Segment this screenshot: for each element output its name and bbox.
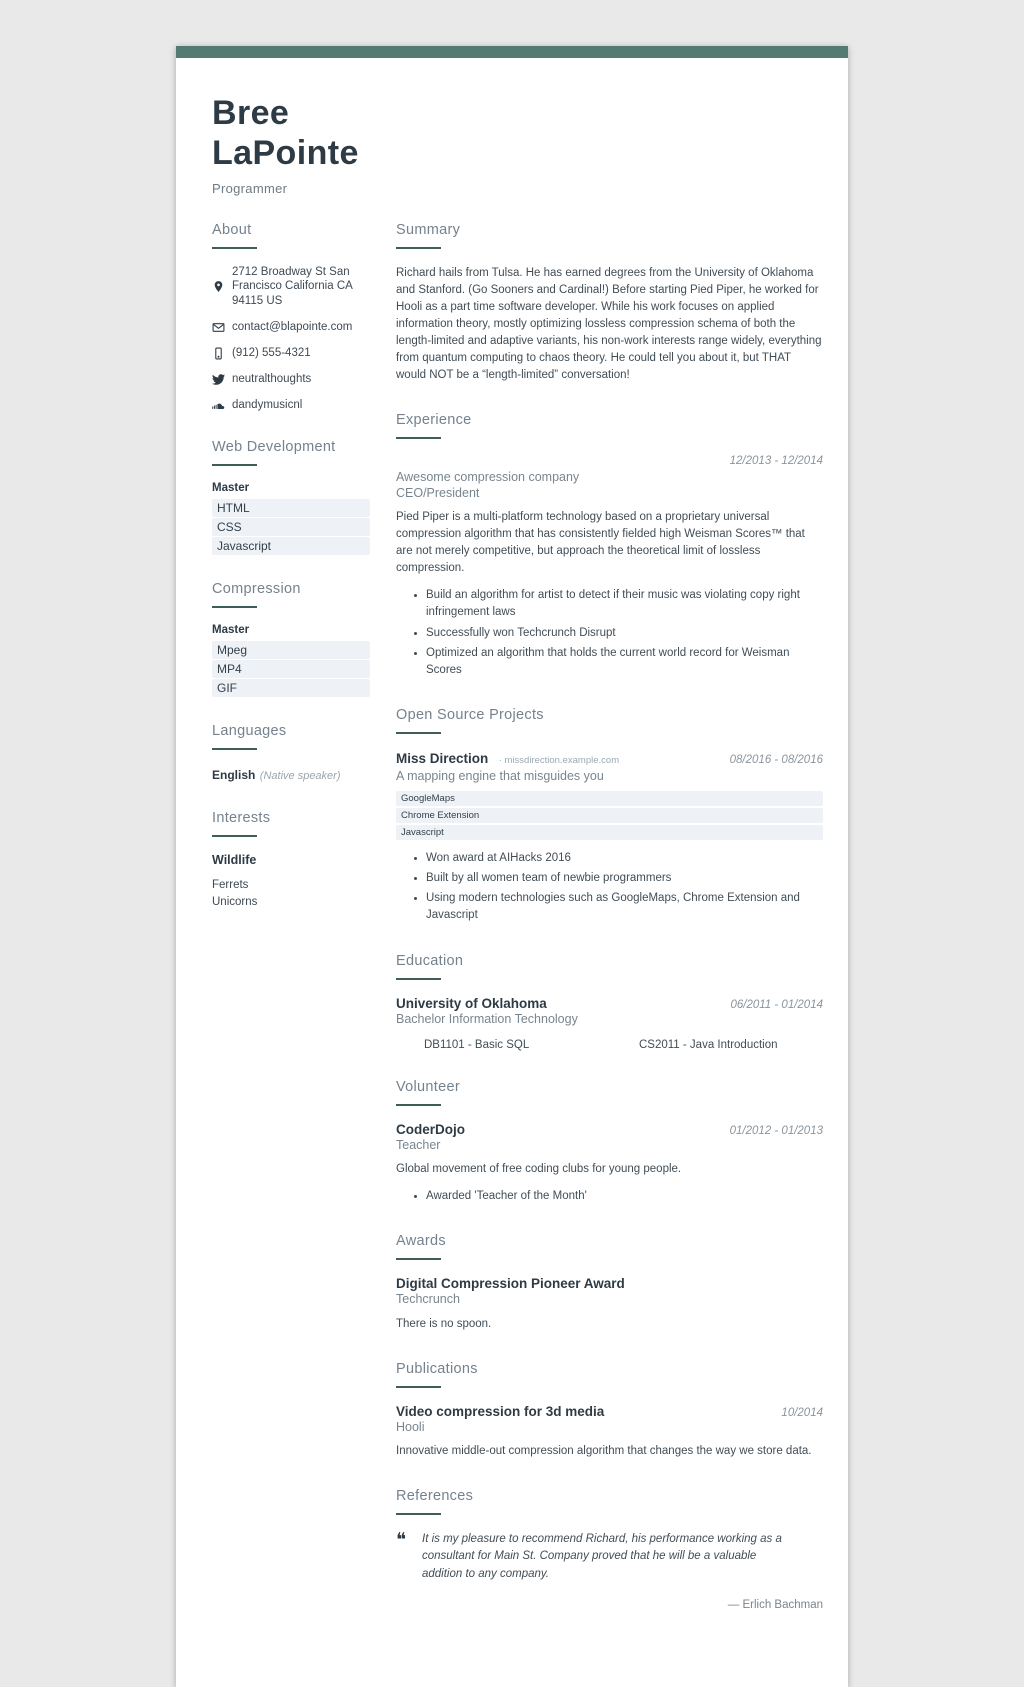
language-note: (Native speaker) [259,770,341,783]
publication-description: Innovative middle-out compression algorithm that changes the way we store data. [396,1444,812,1457]
publication-date: 10/2014 [781,1406,823,1419]
languages-section [212,723,370,784]
heading-underline [396,437,441,439]
experience-section [396,412,823,680]
twitter-handle-link[interactable]: neutralthoughts [232,373,312,386]
project-tag-list [396,791,823,840]
experience-entry [396,455,823,680]
skill-chip: HTML [212,499,370,517]
heading-underline [212,464,257,466]
project-tag: Javascript [396,825,823,840]
project-url-link[interactable]: · missdirection.example.com [498,755,620,767]
education-degree: Bachelor Information Technology [396,1011,578,1026]
heading-underline [396,1386,441,1388]
education-course-list [396,1039,823,1051]
resume-header [212,94,823,196]
mobile-phone-icon [212,347,232,360]
contact-item-phone [212,346,370,361]
quote-icon: ❝ [396,1530,407,1551]
awards-section [396,1233,823,1332]
heading-underline [396,1104,441,1106]
skills-section-web-development [212,439,370,555]
volunteer-bullet: • Awarded 'Teacher of the Month' [426,1188,823,1205]
twitter-icon [212,373,232,386]
section-heading-languages: Languages [212,723,287,740]
project-subtitle: A mapping engine that misguides you [396,769,604,784]
volunteer-description: Global movement of free coding clubs for young people. [396,1163,682,1176]
project-bullet: • Using modern technologies such as GoogleMaps, Chrome Extension and Javascript [426,890,823,925]
project-bullet-list [426,850,823,925]
section-heading-experience: Experience [396,411,472,428]
education-school: University of Oklahoma [396,995,547,1011]
skill-chip: Javascript [212,537,370,555]
summary-section [396,222,823,384]
award-title: Digital Compression Pioneer Award [396,1276,625,1292]
main-column [396,222,823,1639]
experience-role: CEO/President [396,485,480,500]
heading-underline [212,606,257,608]
award-description: There is no spoon. [396,1317,492,1330]
education-date: 06/2011 - 01/2014 [730,998,823,1011]
contact-item-twitter [212,372,370,387]
section-heading-summary: Summary [396,221,461,238]
language-item [212,766,370,784]
volunteer-section [396,1079,823,1206]
skill-level-label: Master [212,624,250,637]
education-section [396,953,823,1051]
award-awarder: Techcrunch [396,1292,460,1307]
skills-section-compression [212,581,370,697]
interests-section [212,810,370,912]
interest-item: Unicorns [212,896,258,909]
references-section [396,1488,823,1611]
section-heading-awards: Awards [396,1233,446,1250]
heading-underline [396,732,441,734]
accent-top-bar [176,46,848,58]
section-heading-projects: Open Source Projects [396,707,544,724]
contact-item-email [212,320,370,335]
volunteer-role: Teacher [396,1137,441,1152]
volunteer-entry [396,1122,823,1206]
skill-level-label: Master [212,482,250,495]
volunteer-organization: CoderDojo [396,1121,465,1137]
project-title: Miss Direction [396,751,489,767]
volunteer-date: 01/2012 - 01/2013 [729,1124,823,1137]
about-section [212,222,370,414]
volunteer-bullet-list [426,1188,823,1205]
publication-entry [396,1404,823,1460]
heading-underline [212,748,257,750]
education-course: CS2011 - Java Introduction [639,1038,778,1051]
section-heading-references: References [396,1488,474,1504]
contact-item-address [212,265,370,310]
heading-underline [396,1513,441,1515]
project-date: 08/2016 - 08/2016 [729,754,823,767]
section-heading-interests: Interests [212,810,271,827]
reference-quote: It is my pleasure to recommend Richard, his performance working as a consultant for Main St. Company proved that he will be a valuable addition to any company. [422,1533,782,1580]
envelope-icon [212,321,232,334]
project-bullet: • Won award at AIHacks 2016 [426,850,823,867]
resume-page [176,46,848,1687]
section-heading-compression: Compression [212,581,301,598]
soundcloud-handle-link[interactable]: dandymusicnl [232,399,303,412]
skill-chip: Mpeg [212,641,370,659]
interest-group-label: Wildlife [212,853,257,868]
education-course: DB1101 - Basic SQL [424,1038,530,1051]
interest-item: Ferrets [212,879,249,892]
soundcloud-icon [212,399,232,412]
project-tag: GoogleMaps [396,791,823,806]
section-heading-publications: Publications [396,1360,478,1377]
reference-entry [396,1531,823,1611]
publication-title: Video compression for 3d media [396,1403,605,1419]
sidebar [212,222,370,1639]
contact-item-soundcloud [212,398,370,413]
project-bullet: • Built by all women team of newbie programmers [426,870,823,887]
email-link[interactable]: contact@blapointe.com [232,321,353,334]
open-source-projects-section [396,707,823,924]
person-job-title: Programmer [212,180,288,196]
experience-company: Awesome compression company [396,469,580,484]
experience-bullet: • Optimized an algorithm that holds the current world record for Weisman Scores [426,645,823,680]
experience-bullet: • Build an algorithm for artist to detect if their music was violating copy right infringement laws [426,587,823,622]
summary-text: Richard hails from Tulsa. He has earned degrees from the University of Oklahoma and Stanford. (Go Sooners and Cardinal!) Before starting Pied Piper, he worked for Hooli as a part time software developer. While his work focuses on applied information theory, mostly optimizing lossless compression schema of both the length-limited and adaptive variants, his non-work interests range widely, everything from quantum computing to chaos theory. He could tell you about it, but THAT would NOT be a “length-limited” conversation! [396,266,822,381]
person-name: Bree LaPointe [212,94,359,172]
experience-bullet-list [426,587,823,679]
experience-date: 12/2013 - 12/2014 [729,454,823,467]
heading-underline [212,247,257,249]
skill-chip: GIF [212,679,370,697]
phone-text: (912) 555-4321 [232,347,311,360]
publication-publisher: Hooli [396,1419,425,1434]
heading-underline [396,978,441,980]
heading-underline [396,247,441,249]
award-entry [396,1276,823,1332]
project-entry [396,750,823,924]
section-heading-education: Education [396,952,464,969]
experience-description: Pied Piper is a multi-platform technology based on a proprietary universal compression algorithm that has consistently fielded high Weisman Scores™ that are not merely competitive, but approach the theoretical limit of lossless compression. [396,511,805,575]
location-pin-icon [212,280,232,293]
reference-author: — Erlich Bachman [727,1598,823,1611]
heading-underline [212,835,257,837]
section-heading-about: About [212,221,252,238]
address-text: 2712 Broadway St San Francisco California CA 94115 US [232,265,353,308]
section-heading-volunteer: Volunteer [396,1078,460,1095]
heading-underline [396,1258,441,1260]
project-tag: Chrome Extension [396,808,823,823]
language-name: English [212,768,256,783]
skill-chip: MP4 [212,660,370,678]
education-entry [396,996,823,1051]
publications-section [396,1361,823,1460]
skill-chip: CSS [212,518,370,536]
experience-bullet: • Successfully won Techcrunch Disrupt [426,625,823,642]
section-heading-web-development: Web Development [212,439,336,456]
